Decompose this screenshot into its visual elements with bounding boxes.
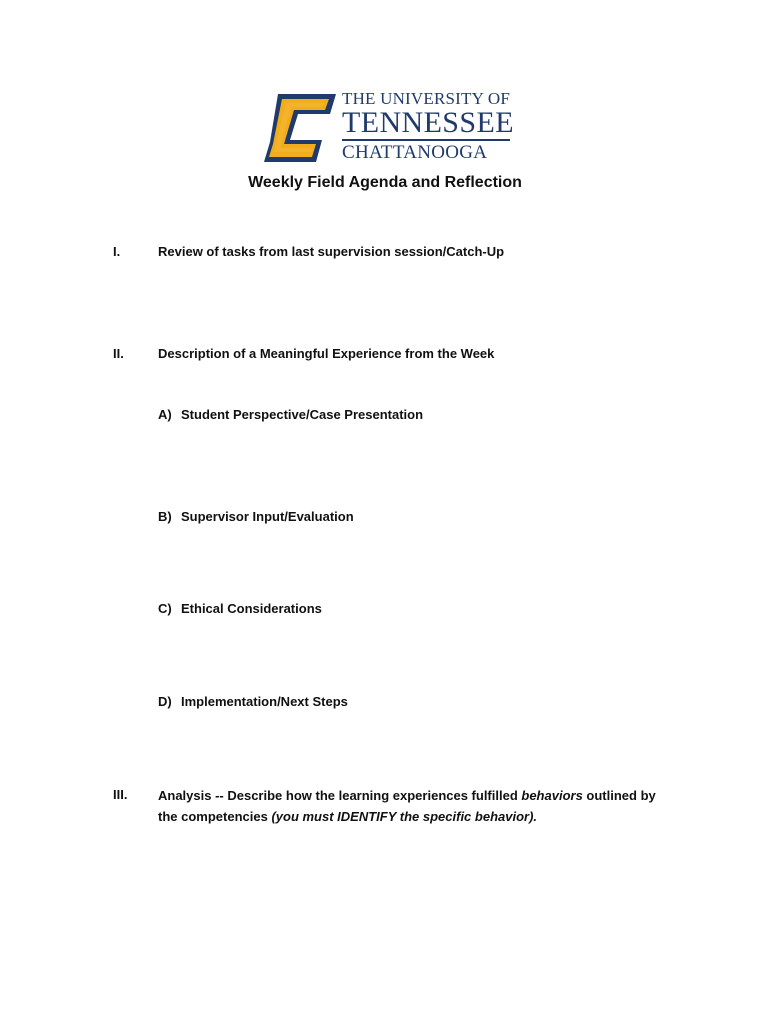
analysis-italic-behaviors: behaviors (521, 788, 583, 803)
university-logo (260, 90, 515, 166)
analysis-text-2: outlined by the competencies (158, 788, 656, 824)
section-numeral-1: I. (113, 244, 121, 259)
analysis-text-1: Analysis -- Describe how the learning experiences fulfilled (158, 788, 522, 803)
section-heading-2: Description of a Meaningful Experience from the Week (158, 346, 495, 361)
logo-line-tennessee: TENNESSEE (342, 106, 514, 139)
subitem-a (158, 407, 423, 422)
logo-divider (342, 139, 510, 141)
analysis-italic-instruction: (you must IDENTIFY the specific behavior). (271, 809, 538, 824)
subitem-letter: B) (158, 509, 172, 524)
subitem-letter: A) (158, 407, 172, 422)
subitem-text: Ethical Considerations (181, 601, 322, 616)
document-title: Weekly Field Agenda and Reflection (248, 174, 522, 191)
section-heading-1: Review of tasks from last supervision session/Catch-Up (158, 244, 505, 259)
logo-line-university-of: THE UNIVERSITY OF (342, 89, 511, 108)
subitem-letter: D) (158, 694, 172, 709)
power-c-logo-icon (260, 92, 338, 164)
logo-line-chattanooga: CHATTANOOGA (342, 142, 488, 163)
section-heading-3 (158, 785, 678, 827)
subitem-text: Student Perspective/Case Presentation (181, 407, 424, 422)
subitem-text: Supervisor Input/Evaluation (181, 509, 354, 524)
subitem-d (158, 694, 348, 709)
logo-wordmark (342, 90, 514, 163)
subitem-c (158, 601, 322, 616)
subitem-text: Implementation/Next Steps (181, 694, 348, 709)
section-numeral-3: III. (113, 787, 128, 802)
subitem-letter: C) (158, 601, 172, 616)
section-numeral-2: II. (113, 346, 124, 361)
subitem-b (158, 509, 354, 524)
